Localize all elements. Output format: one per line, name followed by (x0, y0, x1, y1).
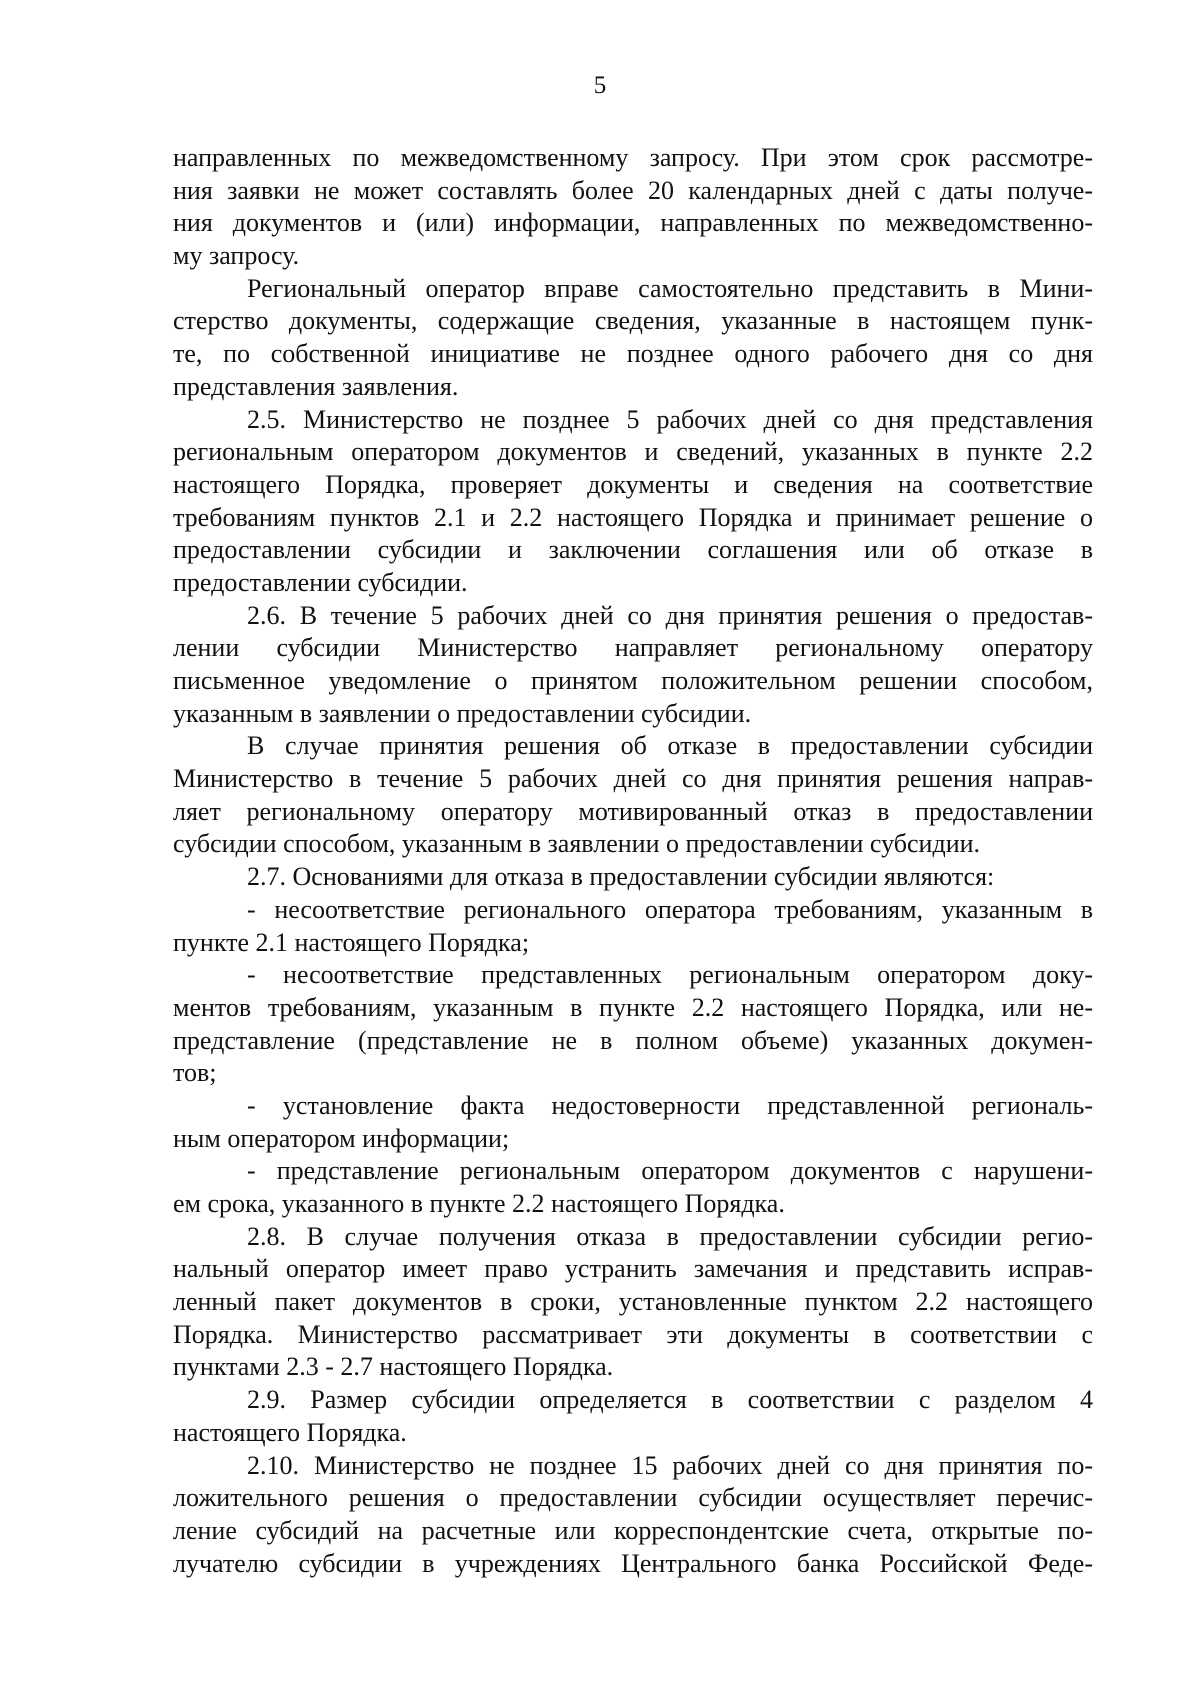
text-line: Министерство в течение 5 рабочих дней со дня принятия решения направ- (173, 764, 1093, 794)
text-line: 2.7. Основаниями для отказа в предоставлении субсидии являются: (247, 862, 995, 892)
text-line: ем срока, указанного в пункте 2.2 настоящего Порядка. (173, 1189, 785, 1218)
text-line: 2.8. В случае получения отказа в предоставлении субсидии регио- (247, 1221, 1093, 1251)
text-line: тов; (173, 1058, 217, 1088)
text-line: му запросу. (173, 241, 300, 271)
text-line: ния заявки не может составлять более 20 календарных дней с даты получе- (173, 175, 1093, 205)
text-line: региональным оператором документов и сведений, указанных в пункте 2.2 (173, 437, 1093, 467)
text-line: представление (представление не в полном объеме) указанных докумен- (173, 1025, 1093, 1055)
text-line: требованиям пунктов 2.1 и 2.2 настоящего Порядка и принимает решение о (173, 502, 1093, 532)
text-line: - несоответствие регионального оператора требованиям, указанным в (247, 894, 1093, 924)
text-line: пункте 2.1 настоящего Порядка; (173, 927, 530, 957)
text-line: предоставлении субсидии и заключении соглашения или об отказе в (173, 535, 1093, 565)
text-line: стерство документы, содержащие сведения, указанные в настоящем пунк- (173, 306, 1093, 336)
text-line: субсидии способом, указанным в заявлении о предоставлении субсидии. (173, 829, 981, 859)
text-line: 2.6. В течение 5 рабочих дней со дня принятия решения о предостав- (247, 600, 1093, 630)
text-line: пунктами 2.3 - 2.7 настоящего Порядка. (173, 1352, 614, 1382)
text-line: письменное уведомление о принятом положительном решении способом, (173, 666, 1093, 695)
text-line: Порядка. Министерство рассматривает эти документы в соответствии с (173, 1319, 1093, 1349)
text-line: - установление факта недостоверности представленной региональ- (247, 1090, 1093, 1120)
text-line: 2.9. Размер субсидии определяется в соответствии с разделом 4 (247, 1385, 1093, 1415)
text-line: представления заявления. (173, 371, 459, 401)
text-line: настоящего Порядка, проверяет документы и сведения на соответствие (173, 469, 1093, 499)
text-line: лении субсидии Министерство направляет региональному оператору (173, 633, 1093, 663)
text-line: - представление региональным оператором документов с нарушени- (247, 1156, 1093, 1186)
text-line: направленных по межведомственному запросу. При этом срок рассмотре- (173, 143, 1093, 172)
text-line: лучателю субсидии в учреждениях Центрального банка Российской Феде- (173, 1548, 1093, 1578)
text-line: ленный пакет документов в сроки, установленные пунктом 2.2 настоящего (173, 1287, 1093, 1317)
document-body (173, 142, 1093, 1580)
text-line: 2.10. Министерство не позднее 15 рабочих дней со дня принятия по- (247, 1450, 1093, 1480)
text-line: 2.5. Министерство не позднее 5 рабочих дней со дня представления (247, 404, 1093, 434)
text-line: ментов требованиям, указанным в пункте 2.2 настоящего Порядка, или не- (173, 992, 1093, 1022)
text-line: нальный оператор имеет право устранить замечания и представить исправ- (173, 1254, 1093, 1284)
page-number: 5 (593, 72, 607, 99)
text-line: настоящего Порядка. (173, 1417, 407, 1447)
text-line: предоставлении субсидии. (173, 567, 468, 597)
text-line: ление субсидий на расчетные или корреспондентские счета, открытые по- (173, 1515, 1093, 1545)
text-line: те, по собственной инициативе не позднее одного рабочего дня со дня (173, 339, 1093, 369)
text-line: указанным в заявлении о предоставлении субсидии. (173, 698, 752, 728)
text-line: Региональный оператор вправе самостоятельно представить в Мини- (247, 273, 1093, 303)
text-line: В случае принятия решения об отказе в предоставлении субсидии (247, 731, 1093, 761)
text-line: ния документов и (или) информации, направленных по межведомственно- (173, 208, 1093, 238)
text-line: - несоответствие представленных региональным оператором доку- (247, 960, 1093, 990)
text-line: ложительного решения о предоставлении субсидии осуществляет перечис- (173, 1483, 1093, 1513)
text-line: ляет региональному оператору мотивированный отказ в предоставлении (173, 796, 1093, 826)
text-line: ным оператором информации; (173, 1123, 510, 1153)
